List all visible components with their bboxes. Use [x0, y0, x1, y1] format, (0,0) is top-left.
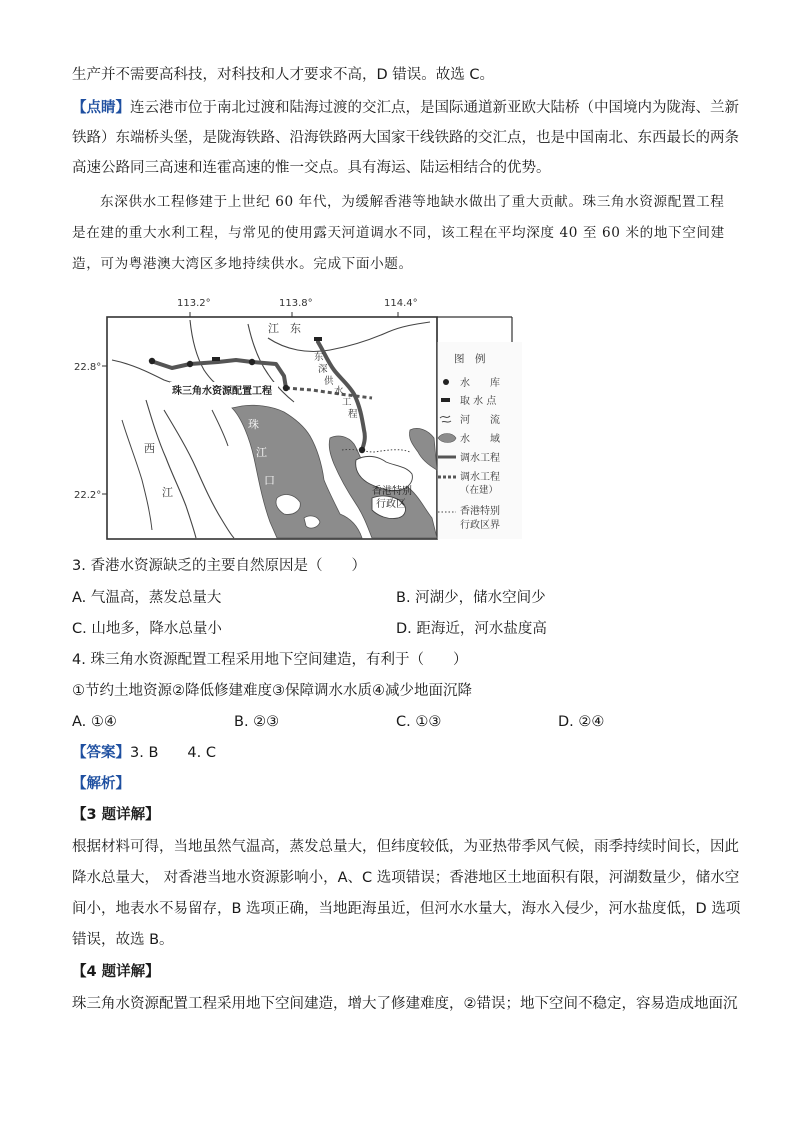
analysis-tag: 【解析】: [72, 776, 130, 792]
intake-marker: [212, 357, 220, 361]
material-line: 是在建的重大水利工程，与常见的使用露天河道调水不同，该工程在平均深度 40 至 60 米的地下空间建: [72, 225, 725, 241]
lat-label: 22.2°: [74, 490, 102, 501]
question-4-stem: 4. 珠三角水资源配置工程采用地下空间建造，有利于（ ）: [72, 652, 468, 668]
dongshen-char: 供: [324, 376, 334, 387]
q3-detail-line: 根据材料可得，当地虽然气温高，蒸发总量大，但纬度较低，为亚热带季风气候，雨季持续时间长，因此: [72, 839, 739, 855]
legend-label: 河 流: [460, 415, 500, 426]
q3-detail-line: 间小，地表水不易留存，B 选项正确，当地距海虽近，但河水水量大，海水入侵少，河水盐度低，D 选项: [72, 901, 741, 917]
lat-label: 22.8°: [74, 362, 102, 373]
q3-detail-tag: 【3 题详解】: [72, 807, 160, 823]
q3-detail-line: 降水总量大， 对香港当地水资源影响小，A、C 选项错误；香港地区土地面积有限，河湖数量少，储水空: [72, 870, 740, 886]
tip-tag: 【点睛】: [72, 100, 130, 116]
legend-label: 水 域: [460, 434, 500, 445]
tip-line: [72, 98, 739, 118]
tip-line: 铁路）东端桥头堡，是陇海铁路、沿海铁路两大国家干线铁路的交汇点，也是中国南北、东西最长的两条: [72, 130, 739, 146]
legend-sub: （在建）: [460, 485, 499, 496]
q3-option-d: D. 距海近，河水盐度高: [396, 621, 547, 637]
q4-option-a: A. ①④: [72, 714, 117, 730]
material-line: 造，可为粤港澳大湾区多地持续供水。完成下面小题。: [72, 256, 413, 272]
material-line: 东深供水工程修建于上世纪 60 年代，为缓解香港等地缺水做出了重大贡献。珠三角水资源配置工程: [100, 194, 725, 210]
q4-detail-tag: 【4 题详解】: [72, 964, 160, 980]
legend-label: 水 库: [460, 378, 500, 389]
legend-reservoir-icon: [443, 379, 449, 385]
reservoir-marker: [283, 385, 289, 391]
estuary-label: 口: [264, 474, 275, 487]
dongjiang-label: 江 东: [268, 322, 301, 335]
q4-detail-line: 珠三角水资源配置工程采用地下空间建造，增大了修建难度，②错误；地下空间不稳定，容易造成地面沉: [72, 996, 738, 1012]
q4-option-c: C. ①③: [396, 714, 442, 730]
dongshen-char: 程: [348, 409, 358, 420]
q3-option-b: B. 河湖少，储水空间少: [396, 590, 546, 606]
legend-label: 调水工程: [460, 472, 500, 483]
xijiang-label: 西: [144, 442, 155, 455]
tip-text: 连云港市位于南北过渡和陆海过渡的交汇点，是国际通道新亚欧大陆桥（中国境内为陇海、兰新: [130, 100, 739, 116]
intro-line: 生产并不需要高科技，对科技和人才要求不高，D 错误。故选 C。: [72, 67, 495, 83]
q3-option-a: A. 气温高，蒸发总量大: [72, 590, 222, 606]
estuary-label: 江: [256, 446, 267, 459]
reservoir-marker: [249, 359, 255, 365]
reservoir-marker: [187, 361, 193, 367]
estuary-label: 珠: [248, 418, 259, 431]
dongshen-char: 水: [334, 386, 344, 397]
question-3-stem: 3. 香港水资源缺乏的主要自然原因是（ ）: [72, 558, 366, 574]
hk-label: 香港特别: [372, 486, 412, 497]
reservoir-marker: [149, 358, 155, 364]
answer-text: 3. B 4. C: [130, 745, 216, 761]
legend-sub: 行政区界: [460, 520, 500, 531]
intake-marker: [314, 337, 322, 341]
legend-title: 图 例: [454, 353, 486, 365]
lon-label: 114.4°: [384, 298, 418, 309]
legend-label: 调水工程: [460, 453, 500, 464]
dongshen-char: 工: [342, 397, 352, 408]
legend-label: 取 水 点: [460, 396, 497, 407]
hk-label: 行政区: [376, 499, 406, 510]
question-4-statements: ①节约土地资源②降低修建难度③保障调水水质④减少地面沉降: [72, 683, 472, 699]
tip-line: 高速公路同三高速和连霍高速的惟一交点。具有海运、陆运相结合的优势。: [72, 160, 551, 176]
map-figure: [72, 290, 524, 545]
answer-tag: 【答案】: [72, 745, 130, 761]
q3-option-c: C. 山地多，降水总量小: [72, 621, 222, 637]
project-label: 珠三角水资源配置工程: [172, 386, 272, 397]
legend-intake-icon: [441, 398, 450, 402]
lon-label: 113.2°: [177, 298, 211, 309]
q4-option-b: B. ②③: [234, 714, 280, 730]
legend-label: 香港特别: [460, 506, 500, 517]
answer-line: [72, 743, 722, 763]
lon-label: 113.8°: [279, 298, 313, 309]
dongshen-char: 深: [318, 364, 328, 375]
xijiang-label: 江: [162, 486, 173, 499]
dongshen-char: 东: [314, 352, 324, 363]
q4-option-d: D. ②④: [558, 714, 605, 730]
reservoir-marker: [359, 447, 365, 453]
q3-detail-line: 错误，故选 B。: [72, 932, 174, 948]
